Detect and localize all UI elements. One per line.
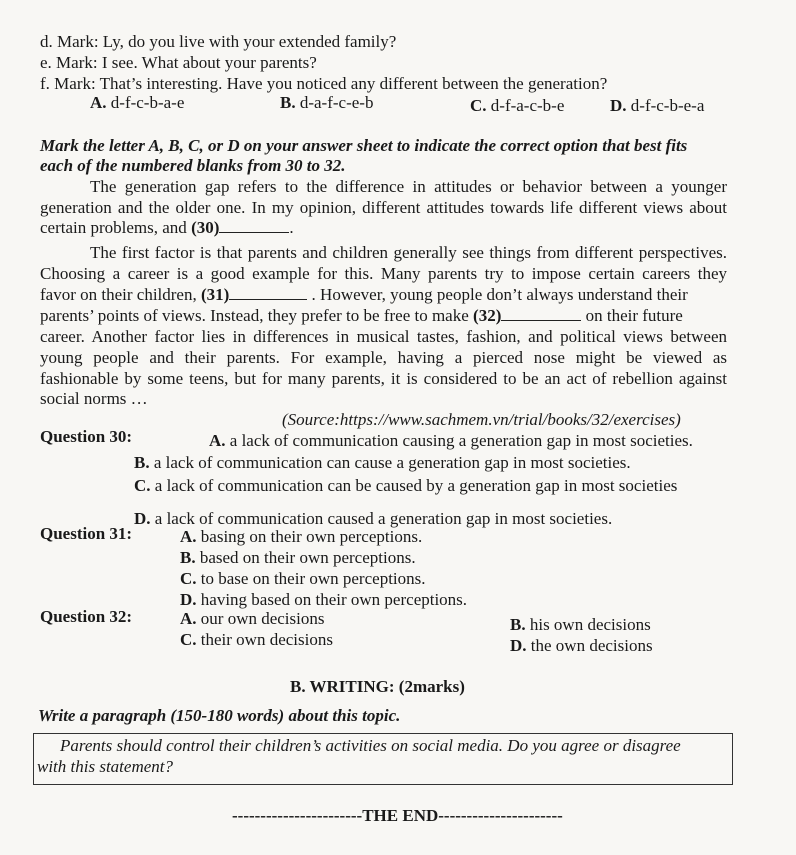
question-31-option-b: B. based on their own perceptions. [180, 548, 416, 567]
passage-line: certain problems, and (30) . [40, 218, 294, 237]
passage-line: generation and the older one. In my opinion, different attitudes towards life different views about [40, 198, 727, 217]
passage-line: The generation gap refers to the difference in attitudes or behavior between a younger [90, 177, 727, 196]
passage-line: parents’ points of views. Instead, they prefer to be free to make (32) on their future [40, 306, 683, 325]
writing-topic-box [33, 733, 733, 785]
passage-source: (Source:https://www.sachmem.vn/trial/books/32/exercises) [282, 410, 681, 429]
question-30-option-a: A. a lack of communication causing a generation gap in most societies. [209, 431, 693, 450]
passage-line: The first factor is that parents and children generally see things from different perspectives. [90, 243, 727, 262]
blank-32: (32) [473, 306, 502, 325]
question-31-option-d: D. having based on their own perceptions. [180, 590, 468, 609]
blank-31: (31) [200, 285, 230, 304]
dialogue-line-f: f. Mark: That’s interesting. Have you noticed any different between the generation? [40, 74, 608, 93]
question-32-option-d: D. the own decisions [510, 636, 653, 655]
question-30-option-d: D. a lack of communication caused a generation gap in most societies. [134, 509, 613, 528]
passage-line: favor on their children, (31) . However, young people don’t always understand their [40, 285, 688, 304]
passage-line: fashionable by some teens, but for many parents, it is considered to be an act of rebellion against [40, 369, 727, 388]
passage-line: young people and their parents. For example, having a pierced nose might be viewed as [40, 348, 727, 367]
passage-line: social norms … [40, 389, 148, 408]
writing-heading: B. WRITING: (2marks) [290, 677, 465, 696]
question-31-option-c: C. to base on their own perceptions. [180, 569, 426, 588]
blank-30: (30) [191, 218, 220, 237]
dialogue-option-b: B. d-a-f-c-e-b [280, 93, 374, 112]
dialogue-line-d: d. Mark: Ly, do you live with your extended family? [40, 32, 397, 51]
dialogue-option-d: D. d-f-c-b-e-a [610, 96, 705, 115]
the-end-marker: -----------------------THE END---------------------- [232, 806, 563, 825]
question-30-option-b: B. a lack of communication can cause a generation gap in most societies. [134, 453, 631, 472]
passage-line: career. Another factor lies in differences in musical tastes, fashion, and political views between [40, 327, 727, 346]
question-31-label: Question 31: [40, 524, 133, 543]
question-31-option-a: A. basing on their own perceptions. [180, 527, 423, 546]
dialogue-line-e: e. Mark: I see. What about your parents? [40, 53, 317, 72]
question-30-label: Question 30: [40, 427, 133, 446]
reading-instruction-line2: each of the numbered blanks from 30 to 32. [40, 156, 346, 175]
dialogue-option-c: C. d-f-a-c-b-e [470, 96, 565, 115]
writing-topic-line2: with this statement? [37, 757, 173, 776]
question-32-label: Question 32: [40, 607, 133, 626]
question-32-option-a: A. our own decisions [180, 609, 325, 628]
writing-topic-line1: Parents should control their children’s activities on social media. Do you agree or disagree [60, 736, 681, 755]
writing-instruction: Write a paragraph (150-180 words) about this topic. [38, 706, 401, 725]
question-32-option-c: C. their own decisions [180, 630, 333, 649]
reading-instruction-line1: Mark the letter A, B, C, or D on your answer sheet to indicate the correct option that best fits [40, 136, 688, 155]
passage-line: Choosing a career is a good example for this. Many parents try to impose certain careers they [40, 264, 727, 283]
question-30-option-c: C. a lack of communication can be caused by a generation gap in most societies [134, 476, 678, 495]
dialogue-option-a: A. d-f-c-b-a-e [90, 93, 185, 112]
question-32-option-b: B. his own decisions [510, 615, 651, 634]
